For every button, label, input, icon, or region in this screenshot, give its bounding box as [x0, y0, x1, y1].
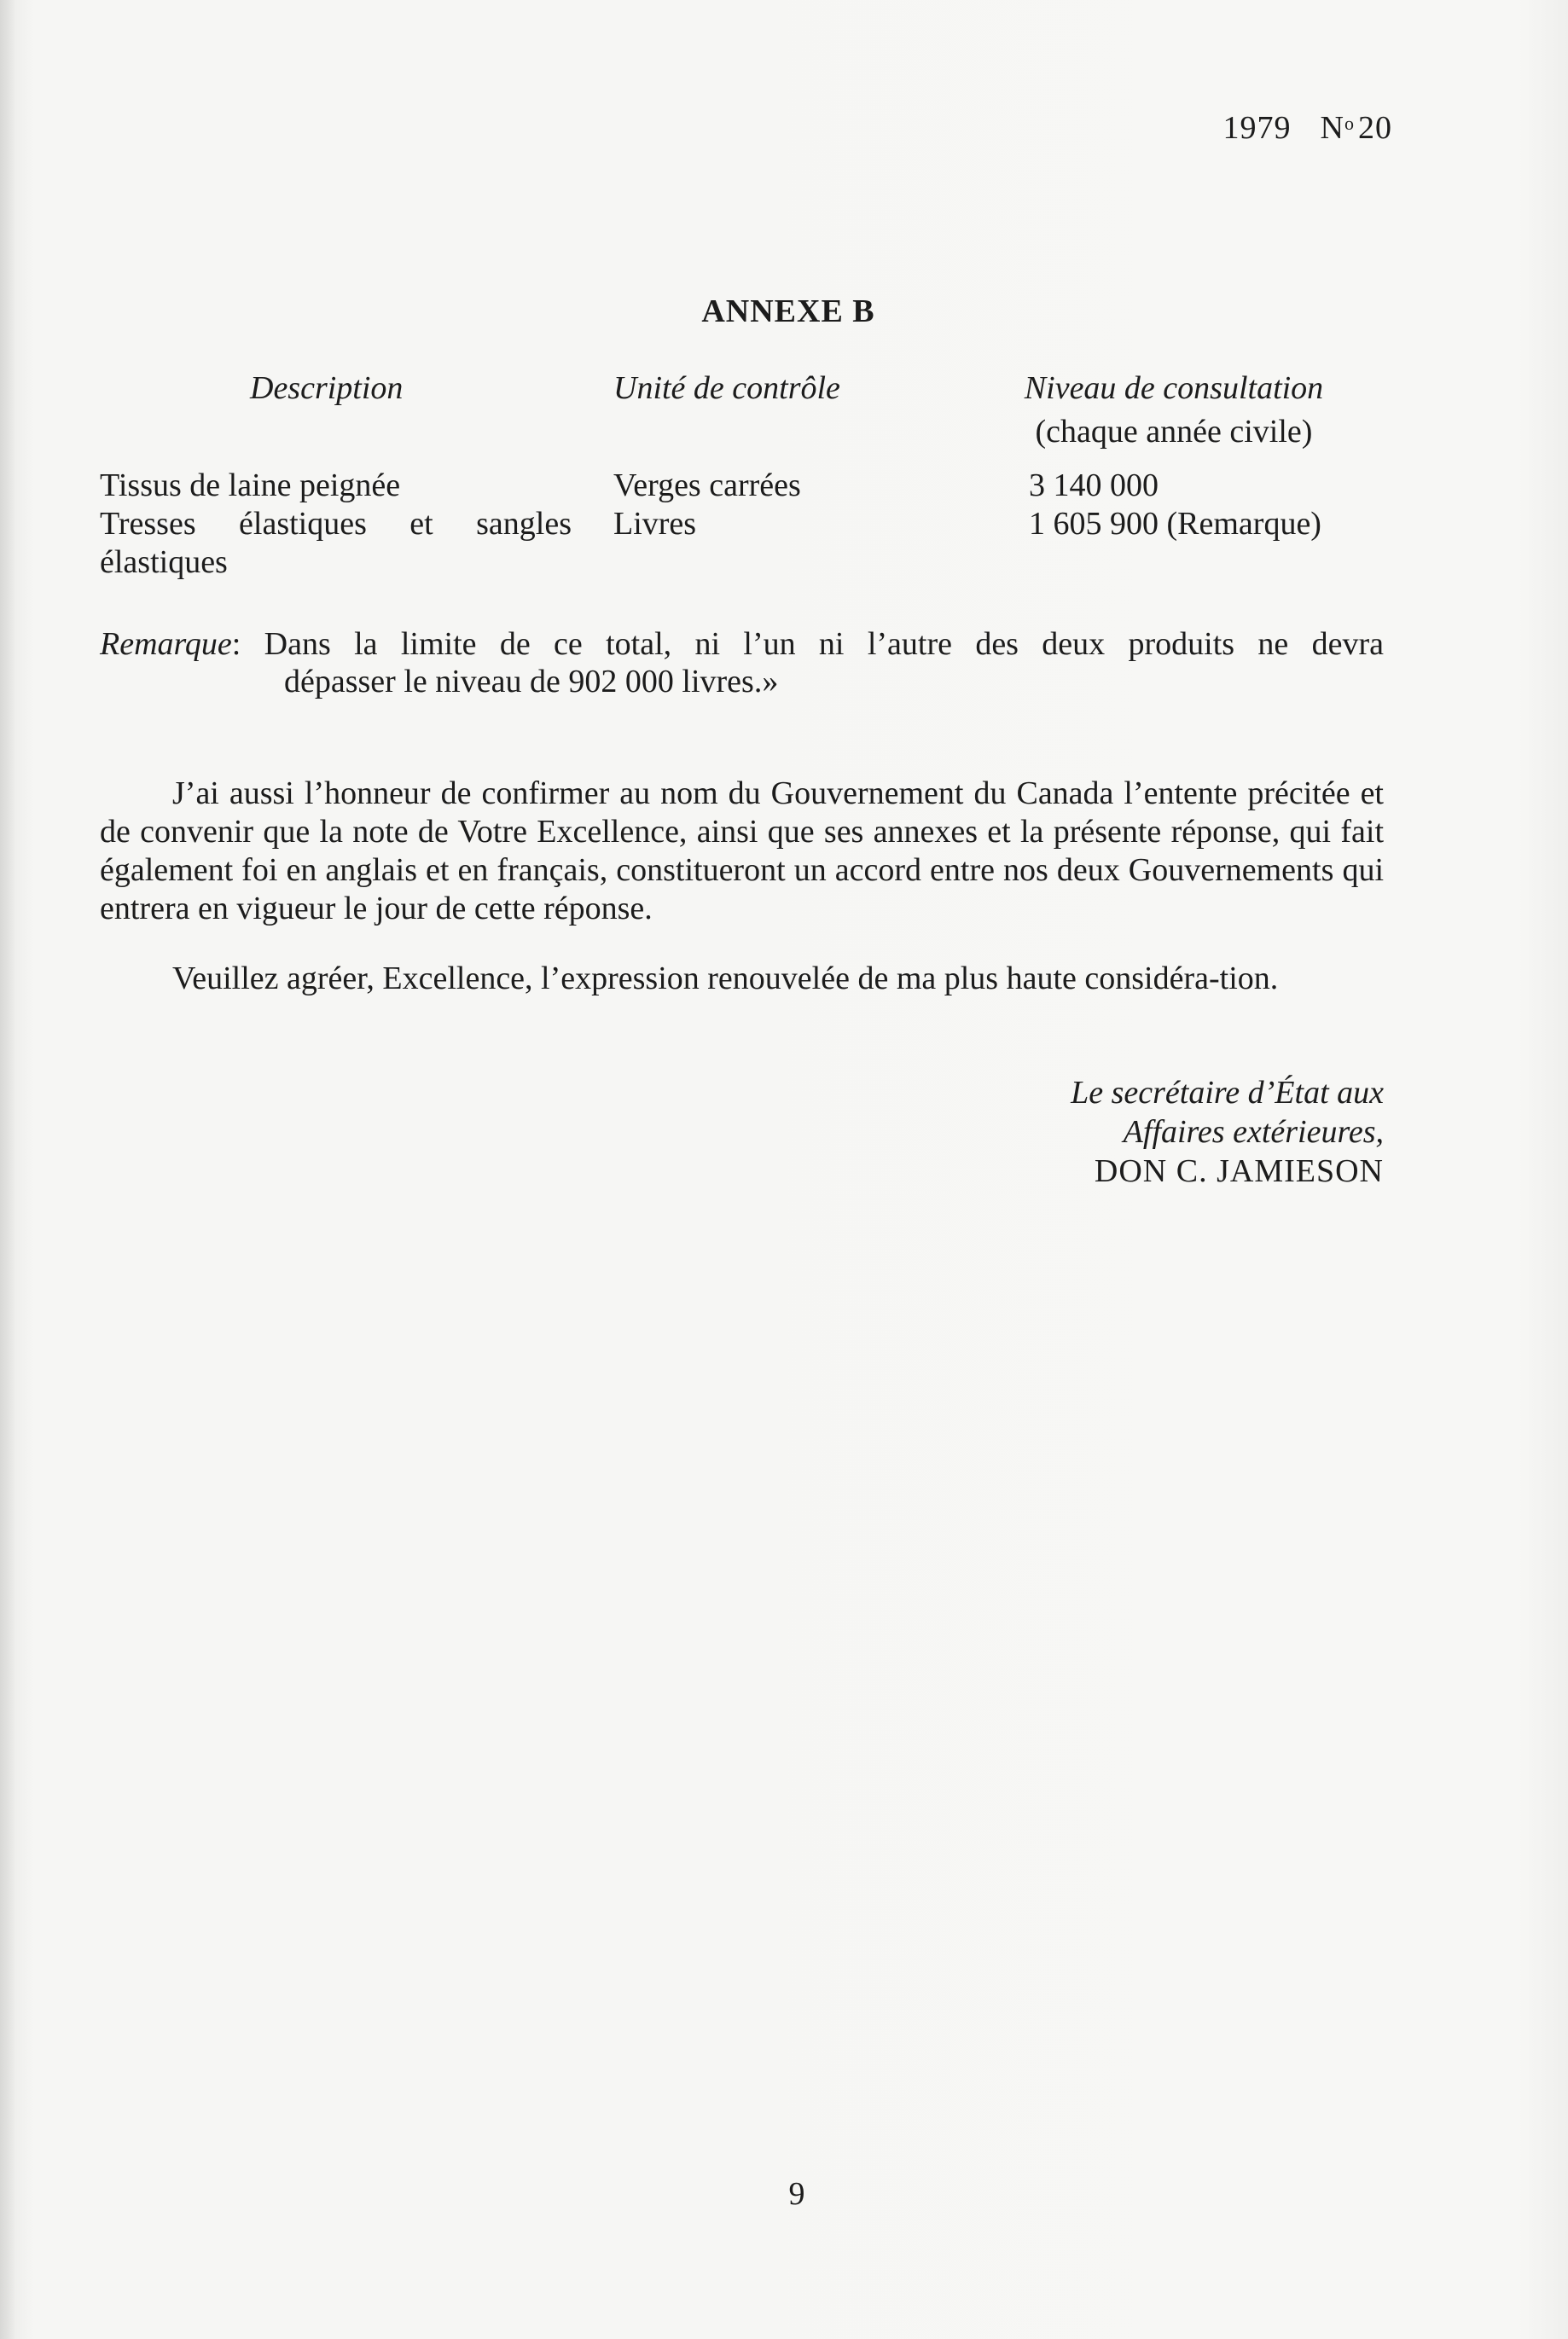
document-number: 20	[1358, 110, 1392, 146]
remark-line-2: dépasser le niveau de 902 000 livres.»	[284, 664, 779, 699]
annex-remark	[100, 625, 1384, 700]
document-year: 1979	[1222, 110, 1292, 146]
number-prefix: N	[1320, 110, 1344, 146]
signatory-title-line-1: Le secrétaire d’État aux	[1071, 1075, 1384, 1111]
column-header-level: Niveau de consultation	[1024, 370, 1324, 406]
remark-text: : Dans la limite de ce total, ni l’un ni l’autre des deux produits ne devra	[231, 626, 1384, 662]
number-superscript: o	[1344, 113, 1355, 134]
column-header-unit: Unité de contrôle	[613, 370, 840, 406]
table-cell-description-continued: élastiques	[100, 544, 228, 580]
signatory-name: DON C. JAMIESON	[1094, 1153, 1384, 1189]
body-paragraph: J’ai aussi l’honneur de confirmer au nom du Gouvernement du Canada l’entente précitée et de convenir que la note de Votre Excellence, ainsi que ses annexes et la présente réponse, qui fait également foi en anglais et en français, constitueront un accord entre nos deux Gouvernements qui entrera en vigueur le jour de cette réponse.	[100, 775, 1384, 926]
table-cell-level: 1 605 900 (Remarque)	[1029, 506, 1321, 542]
table-cell-level: 3 140 000	[1029, 467, 1159, 503]
page-edge-shadow	[0, 0, 15, 2339]
table-cell-description: Tissus de laine peignée	[100, 467, 401, 503]
column-header-description: Description	[250, 370, 404, 406]
column-header-level-subtitle: (chaque année civile)	[1035, 414, 1313, 450]
annex-title: ANNEXE B	[701, 293, 875, 329]
remark-label: Remarque	[100, 626, 232, 662]
document-number-mark	[1321, 110, 1392, 146]
signatory-title-line-2: Affaires extérieures,	[1123, 1114, 1384, 1150]
closing-paragraph: Veuillez agréer, Excellence, l’expression renouvelée de ma plus haute considéra-tion.	[172, 961, 1279, 996]
remark-line-1	[100, 625, 1384, 663]
table-cell-unit: Livres	[613, 506, 697, 542]
table-cell-description: Tresses élastiques et sangles	[100, 506, 572, 542]
page-number: 9	[788, 2176, 805, 2212]
document-reference	[1223, 109, 1392, 147]
signature-block	[1071, 1073, 1384, 1191]
table-cell-unit: Verges carrées	[613, 467, 801, 503]
